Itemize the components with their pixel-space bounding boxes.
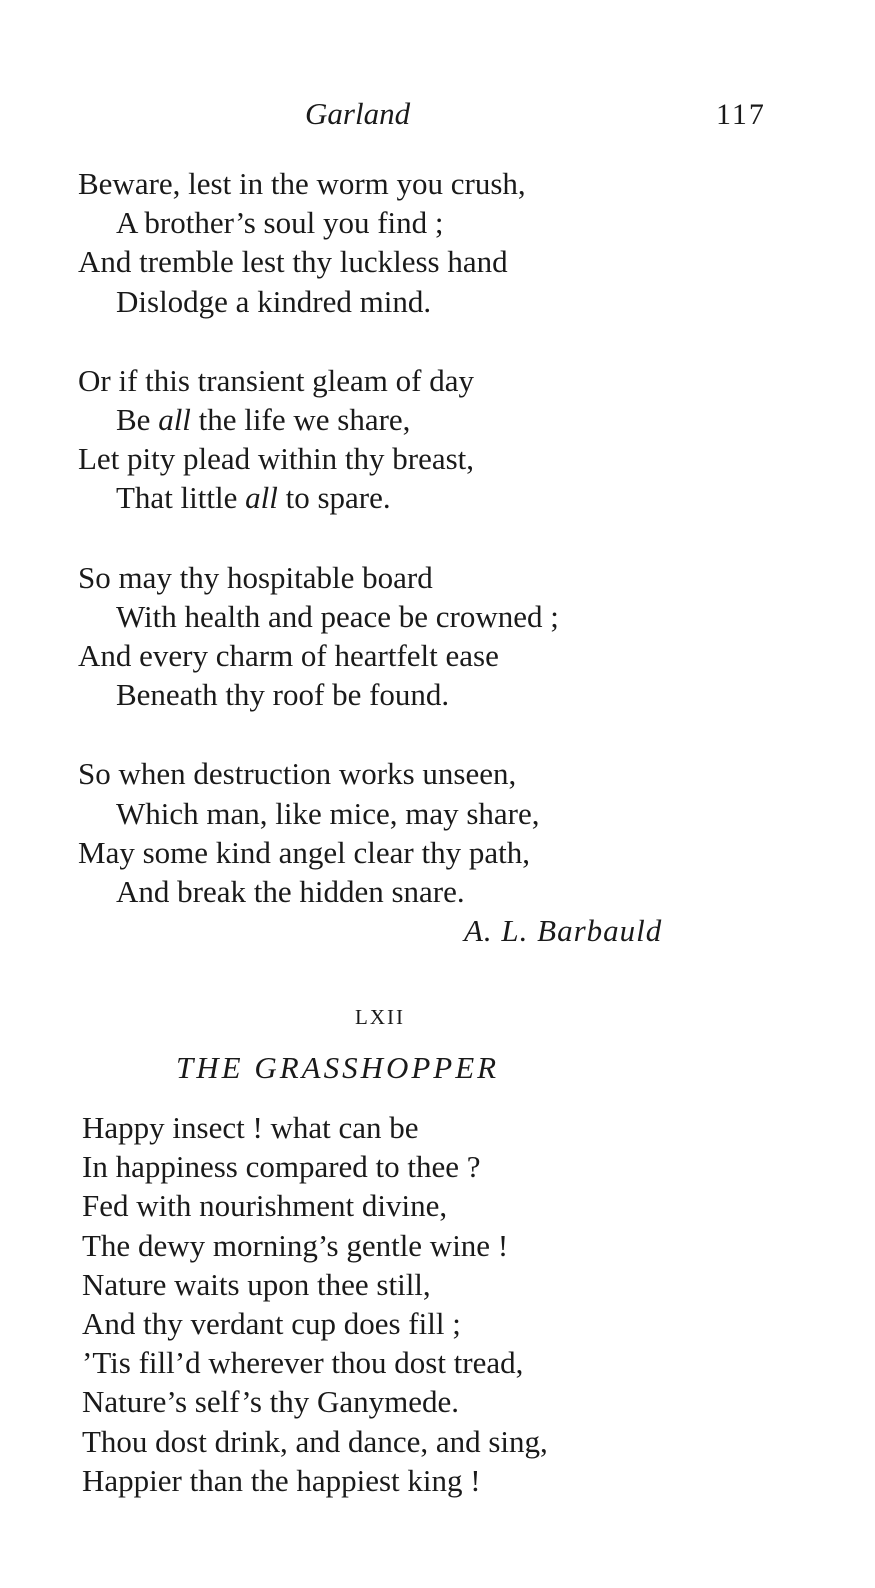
verse-line: May some kind angel clear thy path, — [78, 834, 530, 870]
stanza — [78, 361, 559, 518]
verse-line: Happier than the happiest king ! — [82, 1462, 481, 1498]
verse-line: And thy verdant cup does fill ; — [82, 1306, 461, 1342]
stanza — [78, 164, 559, 321]
verse-line: Nature waits upon thee still, — [82, 1266, 431, 1302]
verse-line: Happy insect ! what can be — [82, 1110, 419, 1145]
verse-text: the life we share, — [190, 402, 411, 438]
verse-line: Dislodge a kindred mind. — [116, 283, 432, 319]
verse-text: Be — [116, 402, 159, 438]
running-head — [0, 96, 875, 136]
verse-line: So may thy hospitable board — [78, 559, 433, 595]
verse-line: In happiness compared to thee ? — [82, 1149, 481, 1185]
verse-line: Thou dost drink, and dance, and sing, — [82, 1423, 548, 1459]
poem-barbauld — [78, 164, 559, 911]
verse-line — [78, 400, 559, 439]
verse-line: And break the hidden snare. — [116, 874, 465, 910]
verse-line: And tremble lest thy luckless hand — [78, 244, 508, 280]
poem-title: THE GRASSHOPPER — [176, 1050, 500, 1085]
emphasis-word: all — [158, 402, 191, 438]
verse-line: Beware, lest in the worm you crush, — [78, 166, 526, 201]
verse-line: Or if this transient gleam of day — [78, 362, 475, 398]
author-attribution: A. L. Barbauld — [464, 913, 663, 948]
verse-text: to spare. — [277, 480, 391, 516]
stanza-gap — [78, 321, 559, 361]
stanza — [78, 558, 559, 715]
verse-line — [78, 478, 559, 517]
poem-number: LXII — [355, 1005, 405, 1029]
verse-line: Let pity plead within thy breast, — [78, 441, 475, 477]
running-title: Garland — [305, 96, 411, 131]
verse-line: Fed with nourishment divine, — [82, 1188, 448, 1224]
verse-text: That little — [116, 480, 246, 516]
verse-line: And every charm of heartfelt ease — [78, 638, 499, 674]
verse-line: Which man, like mice, may share, — [116, 795, 540, 831]
verse-line: So when destruction works unseen, — [78, 756, 517, 792]
page-number: 117 — [716, 98, 766, 131]
verse-line: The dewy morning’s gentle wine ! — [82, 1227, 509, 1263]
verse-line: Nature’s self’s thy Ganymede. — [82, 1384, 460, 1420]
stanza-gap — [78, 714, 559, 754]
stanza — [78, 754, 559, 911]
stanza-gap — [78, 518, 559, 558]
verse-line: ’Tis fill’d wherever thou dost tread, — [82, 1345, 524, 1381]
verse-line: A brother’s soul you find ; — [116, 205, 444, 241]
emphasis-word: all — [245, 480, 278, 516]
verse-line: With health and peace be crowned ; — [116, 598, 559, 634]
verse-line: Beneath thy roof be found. — [116, 677, 450, 713]
poem-grasshopper — [82, 1108, 548, 1500]
